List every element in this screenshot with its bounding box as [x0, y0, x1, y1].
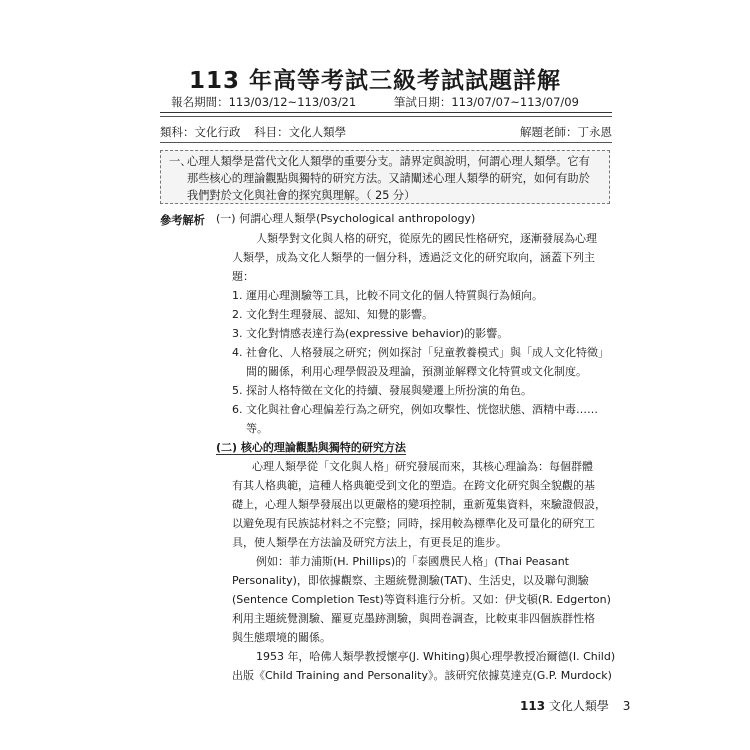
- list-item: 2. 文化對生理發展、認知、知覺的影響。: [232, 308, 433, 321]
- list-item: 5. 探討人格特徵在文化的持續、發展與變遷上所扮演的角色。: [232, 384, 532, 397]
- page-footer: [520, 697, 630, 714]
- list-item: 1. 運用心理測驗等工具，比較不同文化的個人特質與行為傾向。: [232, 289, 543, 302]
- teacher-label: 解題老師：丁永恩: [520, 125, 612, 139]
- paragraph-line: 出版《Child Training and Personality》。該研究依據莫達克(G.P. Murdock): [232, 669, 612, 682]
- paragraph-line: 以避免現有民族誌材料之不完整；同時，採用較為標準化及可量化的研究工: [232, 517, 595, 530]
- question-box: [160, 150, 610, 204]
- list-item-continuation: 等。: [246, 422, 268, 435]
- meta-row: [160, 124, 612, 140]
- question-line: 那些核心的理論觀點與獨特的研究方法。又請闡述心理人類學的研究，如何有助於: [187, 172, 590, 185]
- paragraph-line: 與生態環境的關係。: [232, 631, 331, 644]
- page-title: 113 年高等考試三級考試試題詳解: [188, 68, 562, 94]
- category-label: 類科：文化行政: [160, 125, 241, 139]
- paragraph-line: 人類學，成為文化人類學的一個分科，透過泛文化的研究取向，涵蓋下列主: [232, 251, 595, 264]
- question-line: 心理人類學是當代文化人類學的重要分支。請界定與說明，何謂心理人類學。它有: [187, 155, 590, 168]
- answer-label: 參考解析: [160, 214, 205, 227]
- question-line: 我們對於文化與社會的探究與理解。（ 25 分）: [187, 189, 416, 202]
- paragraph-line: 礎上，心理人類學發展出以更嚴格的變項控制，重新蒐集資料，來驗證假設，: [232, 498, 606, 511]
- paragraph-line: (Sentence Completion Test)等資料進行分析。又如：伊戈頓(R. Edgerton): [232, 593, 611, 606]
- paragraph-line: 具，使人類學在方法論及研究方法上，有更長足的進步。: [232, 536, 507, 549]
- header-divider: [160, 112, 612, 113]
- paragraph-line: 心理人類學從「文化與人格」研究發展而來，其核心理論為：每個群體: [252, 460, 593, 473]
- subject-label: 科目：文化人類學: [254, 125, 347, 139]
- list-item: 6. 文化與社會心理偏差行為之研究，例如攻擊性、恍惚狀態、酒精中毒……: [232, 403, 598, 416]
- paragraph-line: 題：: [232, 270, 254, 283]
- paragraph-line: 有其人格典範，這種人格典範受到文化的塑造。在跨文化研究與全貌觀的基: [232, 479, 595, 492]
- question-number: 一、: [169, 155, 192, 168]
- header-divider-thin: [160, 116, 612, 117]
- paragraph-line: 利用主題統覺測驗、羅夏克墨跡測驗，與問卷調查，比較東非四個族群性格: [232, 612, 595, 625]
- list-item-continuation: 間的關係，利用心理學假設及理論，預測並解釋文化特質或文化制度。: [246, 365, 587, 378]
- meta-divider: [160, 142, 612, 143]
- paragraph-line: 1953 年，哈佛人類學教授懷亭(J. Whiting)與心理學教授冶爾德(I. Child): [256, 650, 616, 663]
- paragraph-line: Personality)，即依據觀察、主題統覺測驗(TAT)、生活史，以及聯句測驗: [232, 574, 589, 587]
- paragraph-line: 人類學對文化與人格的研究，從原先的國民性格研究，逐漸發展為心理: [256, 232, 597, 245]
- paragraph-line: 例如：菲力浦斯(H. Phillips)的「泰國農民人格」(Thai Peasant: [256, 555, 569, 568]
- footer-book-title: 文化人類學: [548, 699, 609, 713]
- section1-heading: (一) 何謂心理人類學(Psychological anthropology): [216, 212, 476, 225]
- footer-book-number: 113: [520, 699, 546, 713]
- list-item: 3. 文化對情感表達行為(expressive behavior)的影響。: [232, 327, 509, 340]
- page-number: 3: [622, 699, 631, 713]
- exam-dates: [0, 94, 750, 110]
- list-item: 4. 社會化、人格發展之研究；例如探討「兒童教養模式」與「成人文化特徵」: [232, 346, 609, 359]
- registration-period: 報名期間：113/03/12~113/03/21: [171, 95, 357, 109]
- exam-date: 筆試日期：113/07/07~113/07/09: [393, 95, 579, 109]
- section2-heading: (二) 核心的理論觀點與獨特的研究方法: [216, 441, 406, 454]
